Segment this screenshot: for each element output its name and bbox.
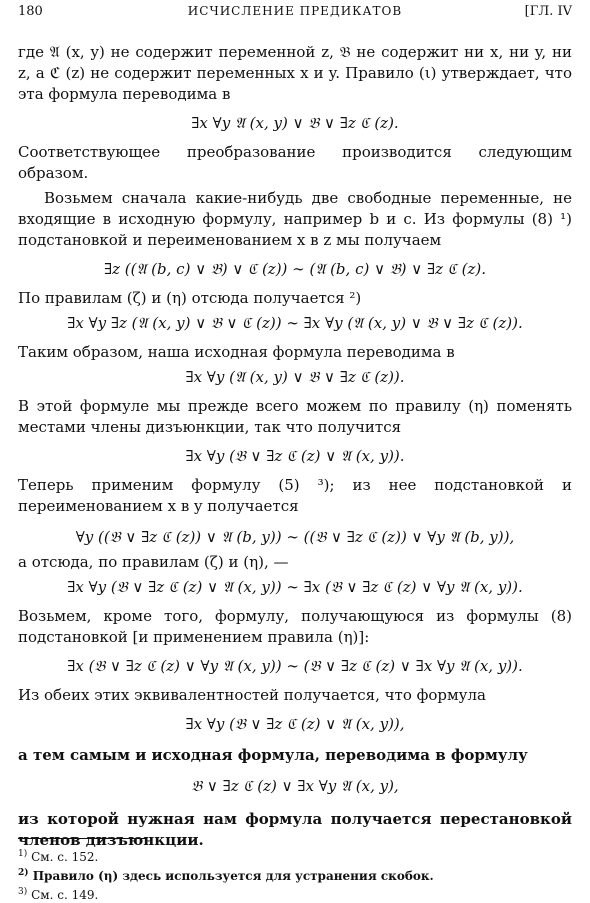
paragraph: В этой формуле мы прежде всего можем по правилу (η) поменять местами члены дизъюнкции, так что получится	[18, 397, 572, 436]
footnote-text: Правило (η) здесь используется для устранения скобок.	[32, 869, 434, 883]
chapter-label: [ГЛ. IV	[524, 4, 572, 19]
formula: ∃x ∀y (𝔄 (x, y) ∨ 𝔅 ∨ ∃z ℭ (z)).	[185, 368, 405, 386]
paragraph: Таким образом, наша исходная формула переводима в	[18, 343, 455, 361]
formula: ∃x ∀y ∃z (𝔄 (x, y) ∨ 𝔅 ∨ ℭ (z)) ∼ ∃x ∀y (𝔄 (x, y) ∨ 𝔅 ∨ ∃z ℭ (z)).	[67, 314, 523, 332]
formula: ∃x ∀y (𝔅 ∨ ∃z ℭ (z) ∨ 𝔄 (x, y)),	[185, 715, 405, 733]
paragraph: из которой нужная нам формула получается перестановкой членов дизъюнкции.	[18, 810, 572, 849]
formula: ∀y ((𝔅 ∨ ∃z ℭ (z)) ∨ 𝔄 (b, y)) ∼ ((𝔅 ∨ ∃z ℭ (z)) ∨ ∀y 𝔄 (b, y)),	[75, 528, 515, 546]
footnotes	[18, 846, 572, 903]
paragraph: Соответствующее преобразование производится следующим образом.	[18, 143, 572, 182]
paragraph: а отсюда, по правилам (ζ) и (η), —	[18, 553, 289, 571]
footnote-text: См. с. 152.	[31, 850, 99, 864]
footnote	[18, 884, 572, 903]
paragraph: где 𝔄 (x, y) не содержит переменной z, 𝔅 не содержит ни x, ни y, ни z, а ℭ (z) не содержит переменных x и y. Правило (ι) утверждает, что эта формула переводима в	[18, 43, 572, 103]
paragraph: Возьмем сначала какие-нибудь две свободные переменные, не входящие в исходную формулу, например b и c. Из формулы (8) ¹) подстановкой и переименованием x в z мы получаем	[18, 189, 572, 249]
paragraph: Теперь применим формулу (5) ³); из нее подстановкой и переименованием x в y получается	[18, 476, 572, 515]
running-header	[18, 4, 572, 26]
page-number: 180	[18, 4, 43, 19]
footnote-divider	[18, 838, 146, 839]
footnote	[18, 865, 572, 884]
running-title: ИСЧИСЛЕНИЕ ПРЕДИКАТОВ	[187, 4, 403, 18]
formula: 𝔅 ∨ ∃z ℭ (z) ∨ ∃x ∀y 𝔄 (x, y),	[191, 777, 399, 795]
formula: ∃x (𝔅 ∨ ∃z ℭ (z) ∨ ∀y 𝔄 (x, y)) ∼ (𝔅 ∨ ∃z ℭ (z) ∨ ∃x ∀y 𝔄 (x, y)).	[67, 657, 523, 675]
footnote-text: См. с. 149.	[31, 888, 99, 902]
paragraph: Из обеих этих эквивалентностей получается, что формула	[18, 686, 486, 704]
footnote-mark: 2)	[18, 868, 29, 878]
formula: ∃x ∀y 𝔄 (x, y) ∨ 𝔅 ∨ ∃z ℭ (z).	[191, 114, 399, 132]
formula: ∃x ∀y (𝔅 ∨ ∃z ℭ (z) ∨ 𝔄 (x, y)).	[185, 447, 405, 465]
main-text	[18, 42, 572, 851]
formula: ∃z ((𝔄 (b, c) ∨ 𝔅) ∨ ℭ (z)) ∼ (𝔄 (b, c) ∨ 𝔅) ∨ ∃z ℭ (z).	[103, 260, 487, 278]
footnote-mark: 1)	[18, 849, 28, 859]
paragraph: Возьмем, кроме того, формулу, получающуюся из формулы (8) подстановкой [и применением правила (η)]:	[18, 607, 572, 646]
paragraph: а тем самым и исходная формула, переводима в формулу	[18, 746, 528, 764]
footnote	[18, 846, 572, 865]
formula: ∃x ∀y (𝔅 ∨ ∃z ℭ (z) ∨ 𝔄 (x, y)) ∼ ∃x (𝔅 ∨ ∃z ℭ (z) ∨ ∀y 𝔄 (x, y)).	[67, 578, 523, 596]
paragraph: По правилам (ζ) и (η) отсюда получается ²)	[18, 289, 362, 307]
footnote-mark: 3)	[18, 887, 28, 897]
